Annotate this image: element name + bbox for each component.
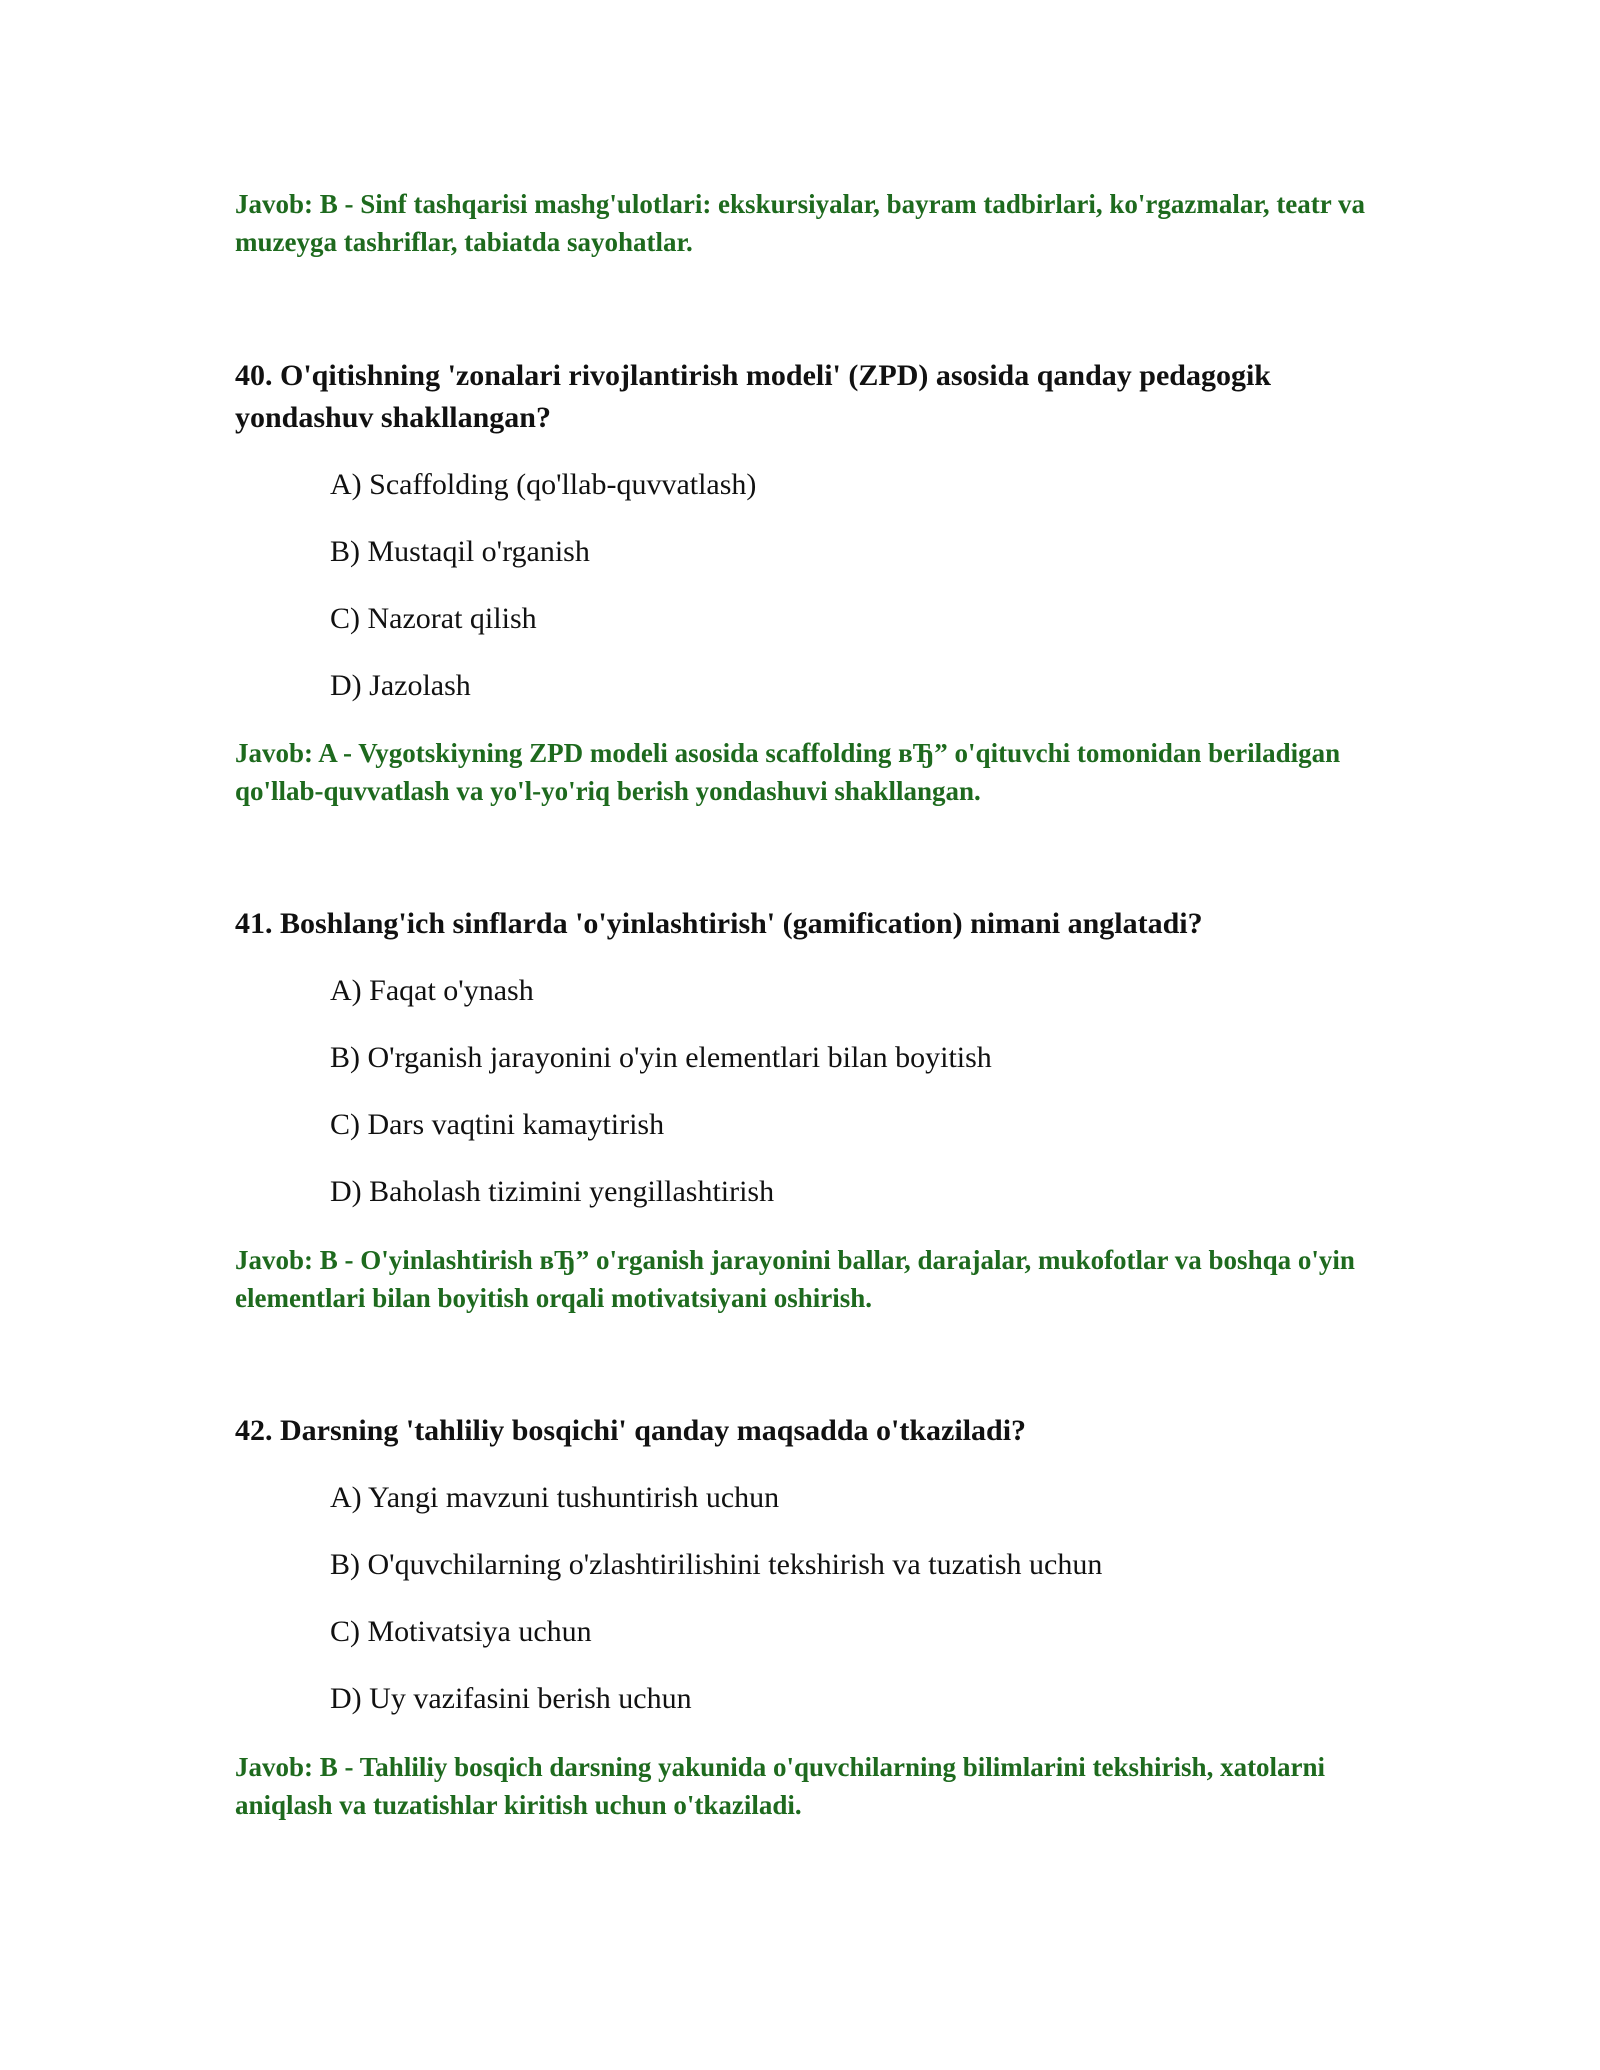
option-40-d: D) Jazolash [330,669,471,702]
answer-42: Javob: B - Tahliliy bosqich darsning yakunida o'quvchilarning bilimlarini tekshirish, xatolarni aniqlash va tuzatishlar kiritish uchun o'tkaziladi. [235,1752,1326,1820]
answer-40: Javob: A - Vygotskiyning ZPD modeli asosida scaffolding вЂ” o'qituvchi tomonidan beriladigan qo'llab-quvvatlash va yo'l-yo'riq berish yondashuvi shakllangan. [235,738,1341,806]
option-41-a: A) Faqat o'ynash [330,974,534,1007]
option-41-b: B) O'rganish jarayonini o'yin elementlari bilan boyitish [330,1041,992,1074]
answer-41: Javob: B - O'yinlashtirish вЂ” o'rganish jarayonini ballar, darajalar, mukofotlar va boshqa o'yin elementlari bilan boyitish orqali motivatsiyani oshirish. [235,1245,1355,1313]
answer-39: Javob: B - Sinf tashqarisi mashg'ulotlari: ekskursiyalar, bayram tadbirlari, ko'rgazmalar, teatr va muzeyga tashriflar, tabiatda sayohatlar. [235,189,1366,257]
question-40: 40. O'qitishning 'zonalari rivojlantirish modeli' (ZPD) asosida qanday pedagogik yondashuv shakllangan? [235,359,1271,434]
question-42: 42. Darsning 'tahliliy bosqichi' qanday maqsadda o'tkaziladi? [235,1414,1027,1447]
question-41: 41. Boshlang'ich sinflarda 'o'yinlashtirish' (gamification) nimani anglatadi? [235,907,1203,940]
option-40-a: A) Scaffolding (qo'llab-quvvatlash) [330,468,757,501]
option-40-b: B) Mustaqil o'rganish [330,535,590,568]
option-42-d: D) Uy vazifasini berish uchun [330,1682,692,1715]
option-42-a: A) Yangi mavzuni tushuntirish uchun [330,1481,780,1514]
option-41-d: D) Baholash tizimini yengillashtirish [330,1175,775,1208]
option-42-c: C) Motivatsiya uchun [330,1615,592,1648]
option-41-c: C) Dars vaqtini kamaytirish [330,1108,665,1141]
option-42-b: B) O'quvchilarning o'zlashtirilishini tekshirish va tuzatish uchun [330,1548,1103,1581]
option-40-c: C) Nazorat qilish [330,602,537,635]
